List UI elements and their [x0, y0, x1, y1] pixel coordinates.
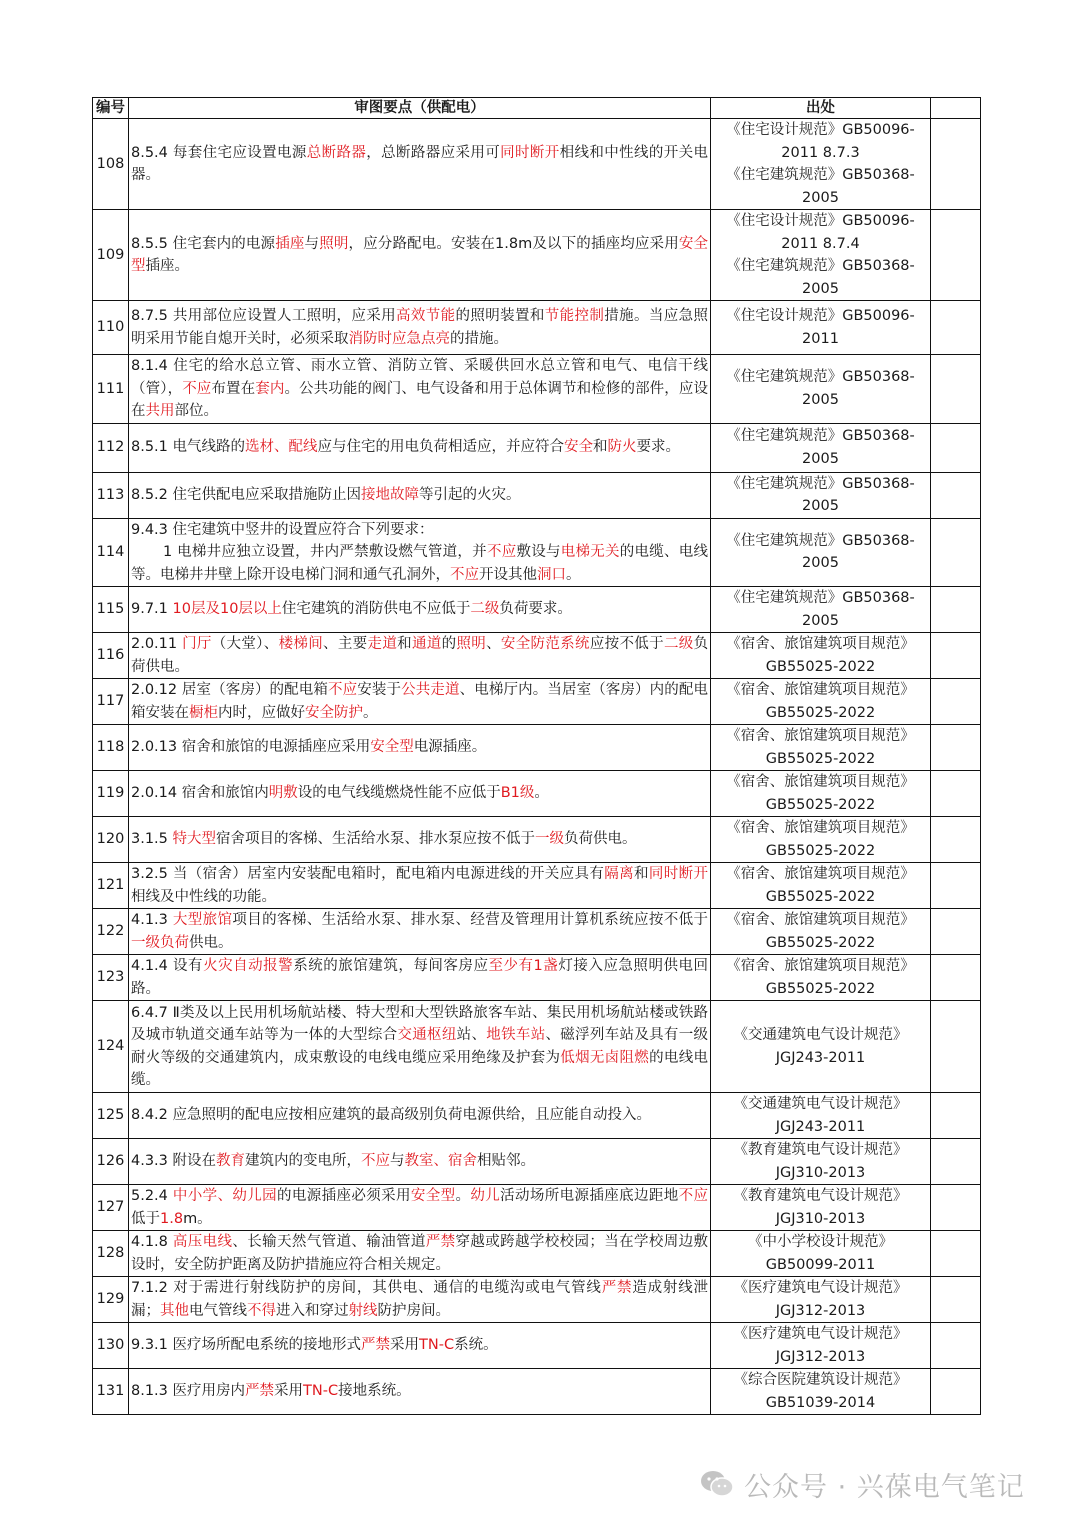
highlighted-term: 楼梯间: [278, 636, 324, 652]
text-segment: 和: [634, 866, 649, 882]
text-segment: 8.5.2 住宅供配电应采取措施防止因: [131, 486, 362, 503]
review-point-text: [129, 725, 711, 771]
blank-cell: [931, 210, 981, 301]
highlighted-term: 隔离: [604, 866, 634, 882]
clause-heading: [131, 519, 708, 542]
row-number: 114: [93, 518, 129, 587]
header-source: 出处: [711, 98, 931, 119]
highlighted-term: 不得: [247, 1302, 276, 1319]
text-segment: 9.3.1 医疗场所配电系统的接地形式: [131, 1337, 362, 1354]
text-segment: 采用: [390, 1337, 420, 1354]
text-segment: 4.3.3 附设在: [131, 1153, 217, 1170]
table-row: [93, 1369, 981, 1415]
text-segment: 、主要: [323, 636, 368, 652]
table-row: [93, 1093, 981, 1139]
row-number: 120: [93, 817, 129, 863]
row-number: 115: [93, 587, 129, 633]
text-segment: 活动场所电源插座底边距地: [500, 1188, 679, 1204]
text-segment: 5.2.4: [131, 1188, 173, 1204]
highlighted-term: 照明: [456, 636, 487, 652]
text-segment: 与: [390, 1153, 405, 1170]
highlighted-term: 1.8: [160, 1210, 184, 1227]
text-segment: ，应分路配电。安装在1.8m及以下的插座均应采用: [348, 235, 679, 252]
highlighted-term: 不应: [328, 682, 358, 698]
header-number: 编号: [93, 98, 129, 119]
highlighted-term: 安全: [564, 439, 594, 456]
source-reference: 《住宅设计规范》GB50096-2011 8.7.4 《住宅建筑规范》GB50368-2005: [711, 210, 931, 301]
row-number: 123: [93, 955, 129, 1001]
text-segment: 。: [455, 1188, 471, 1204]
row-number: 108: [93, 119, 129, 210]
row-number: 117: [93, 679, 129, 725]
highlighted-term: 射线: [348, 1302, 378, 1319]
blank-cell: [931, 1323, 981, 1369]
blank-cell: [931, 1277, 981, 1323]
text-segment: 2.0.11: [131, 636, 183, 652]
table-row: [93, 518, 981, 587]
highlighted-term: 不应: [450, 566, 479, 583]
text-segment: 8.1.4 住宅的给水总立管、雨水立管、消防立管、采暖供回水总立管和电气、电信干线（管），: [131, 358, 708, 397]
highlighted-term: 一级: [535, 831, 565, 848]
review-point-text: [129, 472, 711, 518]
text-segment: 宿舍项目的客梯、生活给水泵、排水泵应按不低于: [216, 831, 536, 848]
blank-cell: [931, 863, 981, 909]
source-reference: 《教育建筑电气设计规范》JGJ310-2013: [711, 1139, 931, 1185]
source-reference: 《住宅建筑规范》GB50368-2005: [711, 518, 931, 587]
review-points-table: [92, 97, 981, 1415]
table-row: [93, 210, 981, 301]
source-reference: 《住宅建筑规范》GB50368-2005: [711, 423, 931, 472]
review-point-text: [129, 679, 711, 725]
blank-cell: [931, 1001, 981, 1093]
highlighted-term: 不应: [361, 1153, 391, 1170]
text-segment: 部位。: [174, 403, 218, 419]
text-segment: 9.4.3 住宅建筑中竖井的设置应符合下列要求：: [131, 521, 434, 538]
blank-cell: [931, 1139, 981, 1185]
table-row: [93, 1277, 981, 1323]
row-number: 129: [93, 1277, 129, 1323]
review-point-text: [129, 355, 711, 424]
text-segment: 相线和中性线的开关电器。: [131, 144, 708, 183]
text-segment: 灯接入应急照明供电回路。: [131, 958, 709, 997]
highlighted-term: 严禁: [601, 1280, 633, 1296]
table-row: [93, 1139, 981, 1185]
text-segment: 防护房间。: [377, 1302, 450, 1319]
text-segment: 项目的客梯、生活给水泵、排水泵、经营及管理用计算机系统应按不低于: [232, 912, 708, 928]
text-segment: 9.7.1: [131, 601, 173, 618]
review-point-text: [129, 1277, 711, 1323]
table-row: [93, 1185, 981, 1231]
table-row: [93, 817, 981, 863]
text-segment: ，总断路器应采用可: [366, 144, 501, 161]
highlighted-term: 洞口: [537, 566, 566, 583]
highlighted-term: 严禁: [425, 1234, 456, 1250]
source-reference: 《宿舍、旅馆建筑项目规范》GB55025-2022: [711, 817, 931, 863]
text-segment: 2.0.13 宿舍和旅馆的电源插座应采用: [131, 739, 371, 756]
row-number: 119: [93, 771, 129, 817]
blank-cell: [931, 119, 981, 210]
row-number: 131: [93, 1369, 129, 1415]
table-row: [93, 1001, 981, 1093]
review-point-text: [129, 301, 711, 355]
highlighted-term: 其他: [160, 1302, 189, 1319]
text-segment: 、长输天然气管道、输油管道: [232, 1234, 426, 1250]
source-reference: 《教育建筑电气设计规范》JGJ310-2013: [711, 1185, 931, 1231]
highlighted-term: 不应: [678, 1188, 709, 1204]
text-segment: 和: [593, 439, 608, 456]
text-segment: 电源插座。: [413, 739, 487, 756]
header-review-points: 审图要点（供配电）: [129, 98, 711, 119]
highlighted-term: 特大型: [172, 831, 217, 848]
text-segment: 3.1.5: [131, 831, 173, 848]
highlighted-term: 二级: [470, 601, 500, 618]
table-body: [93, 119, 981, 1415]
text-segment: 建筑内的变电所，: [245, 1153, 362, 1170]
row-number: 128: [93, 1231, 129, 1277]
row-number: 112: [93, 423, 129, 472]
highlighted-term: B1级: [500, 785, 535, 802]
source-reference: 《住宅建筑规范》GB50368-2005: [711, 472, 931, 518]
source-reference: 《宿舍、旅馆建筑项目规范》GB55025-2022: [711, 725, 931, 771]
text-segment: （大堂）、: [211, 636, 279, 652]
row-number: 130: [93, 1323, 129, 1369]
review-point-text: [129, 1323, 711, 1369]
table-row: [93, 587, 981, 633]
text-segment: 系统。: [454, 1337, 498, 1354]
text-segment: 负荷供电。: [131, 636, 709, 675]
watermark: [700, 1462, 1060, 1506]
highlighted-term: 严禁: [361, 1337, 391, 1354]
table-row: [93, 679, 981, 725]
highlighted-term: 教育: [216, 1153, 246, 1170]
table-row: [93, 472, 981, 518]
text-segment: 1 电梯井应独立设置，井内严禁敷设燃气管道，并: [163, 544, 487, 560]
highlighted-term: 防火: [607, 439, 637, 456]
blank-cell: [931, 909, 981, 955]
text-segment: 的措施。: [450, 330, 508, 347]
highlighted-term: 幼儿: [470, 1188, 501, 1204]
text-segment: 负荷要求。: [499, 601, 572, 618]
table-header-row: [93, 98, 981, 119]
text-segment: 设的电气线缆燃烧性能不应低于: [297, 785, 501, 802]
text-segment: 低于: [131, 1210, 160, 1227]
row-number: 127: [93, 1185, 129, 1231]
source-reference: 《住宅设计规范》GB50096-2011 8.7.3 《住宅建筑规范》GB50368-2005: [711, 119, 931, 210]
text-segment: 措施。当应急照明采用节能自熄开关时，必须采取: [131, 308, 708, 347]
highlighted-term: 门厅: [182, 636, 212, 652]
text-segment: 。公共功能的阀门、电气设备和用于总体调节和检修的部件，应设在: [131, 380, 709, 419]
table-row: [93, 863, 981, 909]
source-reference: 《住宅建筑规范》GB50368-2005: [711, 355, 931, 424]
highlighted-term: 接地故障: [361, 486, 420, 503]
text-segment: 6.4.7 Ⅱ类及以上民用机场航站楼、特大型和大型铁路旅客车站、集民用机场航站楼或铁路及城市轨道交通车站等为一体的大型综合: [131, 1004, 708, 1043]
source-reference: 《医疗建筑电气设计规范》JGJ312-2013: [711, 1323, 931, 1369]
highlighted-term: 通道: [411, 636, 442, 652]
review-point-text: [129, 863, 711, 909]
highlighted-term: 安全型: [410, 1188, 456, 1204]
text-segment: 的: [441, 636, 457, 652]
highlighted-term: 走道: [367, 636, 398, 652]
highlighted-term: 插座: [275, 235, 305, 252]
text-segment: 穿越或跨越学校校园；当在学校周边敷设时，安全防护距离及防护措施应符合相关规定。: [131, 1234, 709, 1273]
text-segment: 开设其他: [479, 566, 537, 583]
text-segment: 。: [534, 785, 549, 802]
text-segment: 造成射线泄漏；: [131, 1280, 709, 1319]
text-segment: 与: [304, 235, 320, 252]
row-number: 110: [93, 301, 129, 355]
text-segment: 供电。: [189, 934, 233, 951]
blank-cell: [931, 355, 981, 424]
text-segment: 的照明装置和: [455, 308, 545, 324]
highlighted-term: 总断路器: [306, 144, 367, 161]
review-point-text: [129, 423, 711, 472]
highlighted-term: 二级: [663, 636, 694, 652]
text-segment: 2.0.14 宿舍和旅馆内: [131, 785, 269, 802]
table-row: [93, 1323, 981, 1369]
row-number: 118: [93, 725, 129, 771]
highlighted-term: 照明: [319, 235, 349, 252]
text-segment: 的电源插座必须采用: [277, 1188, 411, 1204]
source-reference: 《宿舍、旅馆建筑项目规范》GB55025-2022: [711, 633, 931, 679]
wechat-icon: [700, 1469, 734, 1499]
highlighted-term: 一级负荷: [131, 934, 189, 951]
text-segment: 负荷供电。: [564, 831, 637, 848]
text-segment: 8.5.5 住宅套内的电源: [131, 235, 276, 252]
blank-cell: [931, 1185, 981, 1231]
text-segment: 8.4.2 应急照明的配电应按相应建筑的最高级别负荷电源供给，且应能自动投入。: [131, 1107, 652, 1124]
text-segment: 4.1.8: [131, 1234, 173, 1250]
highlighted-term: 高压电线: [172, 1234, 233, 1250]
text-segment: 等引起的火灾。: [419, 486, 521, 503]
blank-cell: [931, 518, 981, 587]
review-point-text: [129, 1139, 711, 1185]
table-row: [93, 355, 981, 424]
row-number: 109: [93, 210, 129, 301]
text-segment: 内时，应做好: [218, 704, 305, 721]
text-segment: 接地系统。: [338, 1383, 411, 1400]
source-reference: 《宿舍、旅馆建筑项目规范》GB55025-2022: [711, 771, 931, 817]
text-segment: 的电缆、电线等。电梯井井壁上除开设电梯门洞和通气孔洞外，: [131, 544, 709, 583]
table-row: [93, 955, 981, 1001]
text-segment: 4.1.4 设有: [131, 958, 204, 974]
row-number: 124: [93, 1001, 129, 1093]
header-blank: [931, 98, 981, 119]
text-segment: 要求。: [636, 439, 681, 456]
highlighted-term: 中小学、幼儿园: [172, 1188, 278, 1204]
highlighted-term: 套内: [255, 380, 285, 397]
text-segment: 8.5.4 每套住宅应设置电源: [131, 144, 307, 161]
highlighted-term: 不应: [182, 380, 212, 397]
highlighted-term: 低烟无卤阻燃: [560, 1049, 650, 1066]
source-reference: 《宿舍、旅馆建筑项目规范》GB55025-2022: [711, 909, 931, 955]
text-segment: 采用: [274, 1383, 304, 1400]
highlighted-term: 不应: [486, 544, 517, 560]
blank-cell: [931, 817, 981, 863]
review-point-text: [129, 518, 711, 587]
review-point-text: [129, 119, 711, 210]
review-point-text: [129, 1369, 711, 1415]
clause-item: [131, 541, 708, 586]
source-reference: 《综合医院建筑设计规范》GB51039-2014: [711, 1369, 931, 1415]
highlighted-term: 火灾自动报警: [203, 958, 294, 974]
source-reference: 《宿舍、旅馆建筑项目规范》GB55025-2022: [711, 955, 931, 1001]
blank-cell: [931, 1231, 981, 1277]
blank-cell: [931, 633, 981, 679]
text-segment: 应按不低于: [589, 636, 664, 652]
source-reference: 《住宅建筑规范》GB50368-2005: [711, 587, 931, 633]
blank-cell: [931, 423, 981, 472]
highlighted-term: 至少有1盏: [488, 958, 559, 974]
text-segment: 、电梯厅内。当居室（客房）内的配电箱安装在: [131, 682, 709, 721]
source-reference: 《交通建筑电气设计规范》JGJ243-2011: [711, 1093, 931, 1139]
source-reference: 《宿舍、旅馆建筑项目规范》GB55025-2022: [711, 863, 931, 909]
text-segment: 的电线电缆。: [131, 1049, 709, 1088]
source-reference: 《中小学校设计规范》GB50099-2011: [711, 1231, 931, 1277]
table-row: [93, 423, 981, 472]
text-segment: 3.2.5 当（宿舍）居室内安装配电箱时，配电箱内电源进线的开关应具有: [131, 866, 605, 882]
source-reference: 《宿舍、旅馆建筑项目规范》GB55025-2022: [711, 679, 931, 725]
review-point-text: [129, 1185, 711, 1231]
text-segment: 系统的旅馆建筑，每间客房应: [293, 958, 489, 974]
highlighted-term: 地铁车站: [486, 1027, 546, 1043]
blank-cell: [931, 725, 981, 771]
row-number: 116: [93, 633, 129, 679]
row-number: 111: [93, 355, 129, 424]
highlighted-term: 严禁: [245, 1383, 275, 1400]
table-row: [93, 633, 981, 679]
highlighted-term: 安全型: [370, 739, 414, 756]
highlighted-term: 高效节能: [396, 308, 456, 324]
table-row: [93, 119, 981, 210]
blank-cell: [931, 301, 981, 355]
text-segment: 。: [363, 704, 378, 721]
review-point-text: [129, 955, 711, 1001]
source-reference: 《交通建筑电气设计规范》JGJ243-2011: [711, 1001, 931, 1093]
blank-cell: [931, 587, 981, 633]
text-segment: 插座。: [145, 258, 189, 274]
highlighted-term: 同时断开: [500, 144, 560, 161]
highlighted-term: 10层及10层以上: [172, 601, 282, 618]
highlighted-term: 教室、宿舍: [404, 1153, 478, 1170]
highlighted-term: 安全防护: [305, 704, 363, 721]
text-segment: 和: [397, 636, 412, 652]
text-segment: 。: [566, 566, 581, 583]
text-segment: m。: [183, 1210, 212, 1227]
row-number: 126: [93, 1139, 129, 1185]
highlighted-term: 选材、配线: [245, 439, 318, 456]
highlighted-term: 明敷: [268, 785, 298, 802]
highlighted-term: 大型旅馆: [172, 912, 233, 928]
text-segment: 、磁浮列车站及具有一级耐火等级的交通建筑内，成束敷设的电线电缆应采用绝缘及护套为: [131, 1027, 709, 1066]
row-number: 121: [93, 863, 129, 909]
text-segment: 7.1.2 对于需进行射线防护的房间，其供电、通信的电缆沟或电气管线: [131, 1280, 602, 1296]
row-number: 122: [93, 909, 129, 955]
review-point-text: [129, 771, 711, 817]
text-segment: 进入和穿过: [276, 1302, 349, 1319]
highlighted-term: 电梯无关: [560, 544, 620, 560]
highlighted-term: 安全防范系统: [500, 636, 590, 652]
review-point-text: [129, 633, 711, 679]
text-segment: 8.5.1 电气线路的: [131, 439, 246, 456]
highlighted-term: 交通枢纽: [397, 1027, 457, 1043]
highlighted-term: 共用: [145, 403, 175, 419]
blank-cell: [931, 1093, 981, 1139]
blank-cell: [931, 472, 981, 518]
watermark-text: 公众号 · 兴葆电气笔记: [744, 1471, 1025, 1503]
blank-cell: [931, 679, 981, 725]
review-point-text: [129, 1001, 711, 1093]
highlighted-term: 节能控制: [544, 308, 605, 324]
highlighted-term: 公共走道: [401, 682, 460, 698]
text-segment: 8.1.3 医疗用房内: [131, 1383, 246, 1400]
text-segment: 布置在: [211, 380, 256, 397]
review-point-text: [129, 587, 711, 633]
table-row: [93, 301, 981, 355]
table-row: [93, 771, 981, 817]
highlighted-term: TN-C: [303, 1383, 339, 1400]
review-point-text: [129, 1093, 711, 1139]
row-number: 113: [93, 472, 129, 518]
review-point-text: [129, 1231, 711, 1277]
text-segment: 4.1.3: [131, 912, 173, 928]
highlighted-term: 同时断开: [648, 866, 708, 882]
review-point-text: [129, 210, 711, 301]
highlighted-term: 消防时应急点亮: [348, 330, 450, 347]
text-segment: 、: [486, 636, 501, 652]
table-row: [93, 909, 981, 955]
table-row: [93, 1231, 981, 1277]
text-segment: 2.0.12 居室（客房）的配电箱: [131, 682, 329, 698]
text-segment: 住宅建筑的消防供电不应低于: [281, 601, 471, 618]
text-segment: 电气管线: [189, 1302, 247, 1319]
table-row: [93, 725, 981, 771]
highlighted-term: 橱柜: [189, 704, 218, 721]
text-segment: 安装于: [357, 682, 402, 698]
text-segment: 相贴邻。: [477, 1153, 536, 1170]
blank-cell: [931, 771, 981, 817]
blank-cell: [931, 955, 981, 1001]
text-segment: 相线及中性线的功能。: [131, 888, 276, 905]
text-segment: 8.7.5 共用部位应设置人工照明，应采用: [131, 308, 396, 324]
text-segment: 敷设与: [516, 544, 561, 560]
highlighted-term: TN-C: [419, 1337, 455, 1354]
text-segment: 应与住宅的用电负荷相适应，并应符合: [317, 439, 565, 456]
review-point-text: [129, 909, 711, 955]
review-point-text: [129, 817, 711, 863]
text-segment: 站、: [456, 1027, 487, 1043]
row-number: 125: [93, 1093, 129, 1139]
blank-cell: [931, 1369, 981, 1415]
source-reference: 《医疗建筑电气设计规范》JGJ312-2013: [711, 1277, 931, 1323]
source-reference: 《住宅设计规范》GB50096-2011: [711, 301, 931, 355]
highlighted-term: 安全型: [131, 235, 709, 274]
